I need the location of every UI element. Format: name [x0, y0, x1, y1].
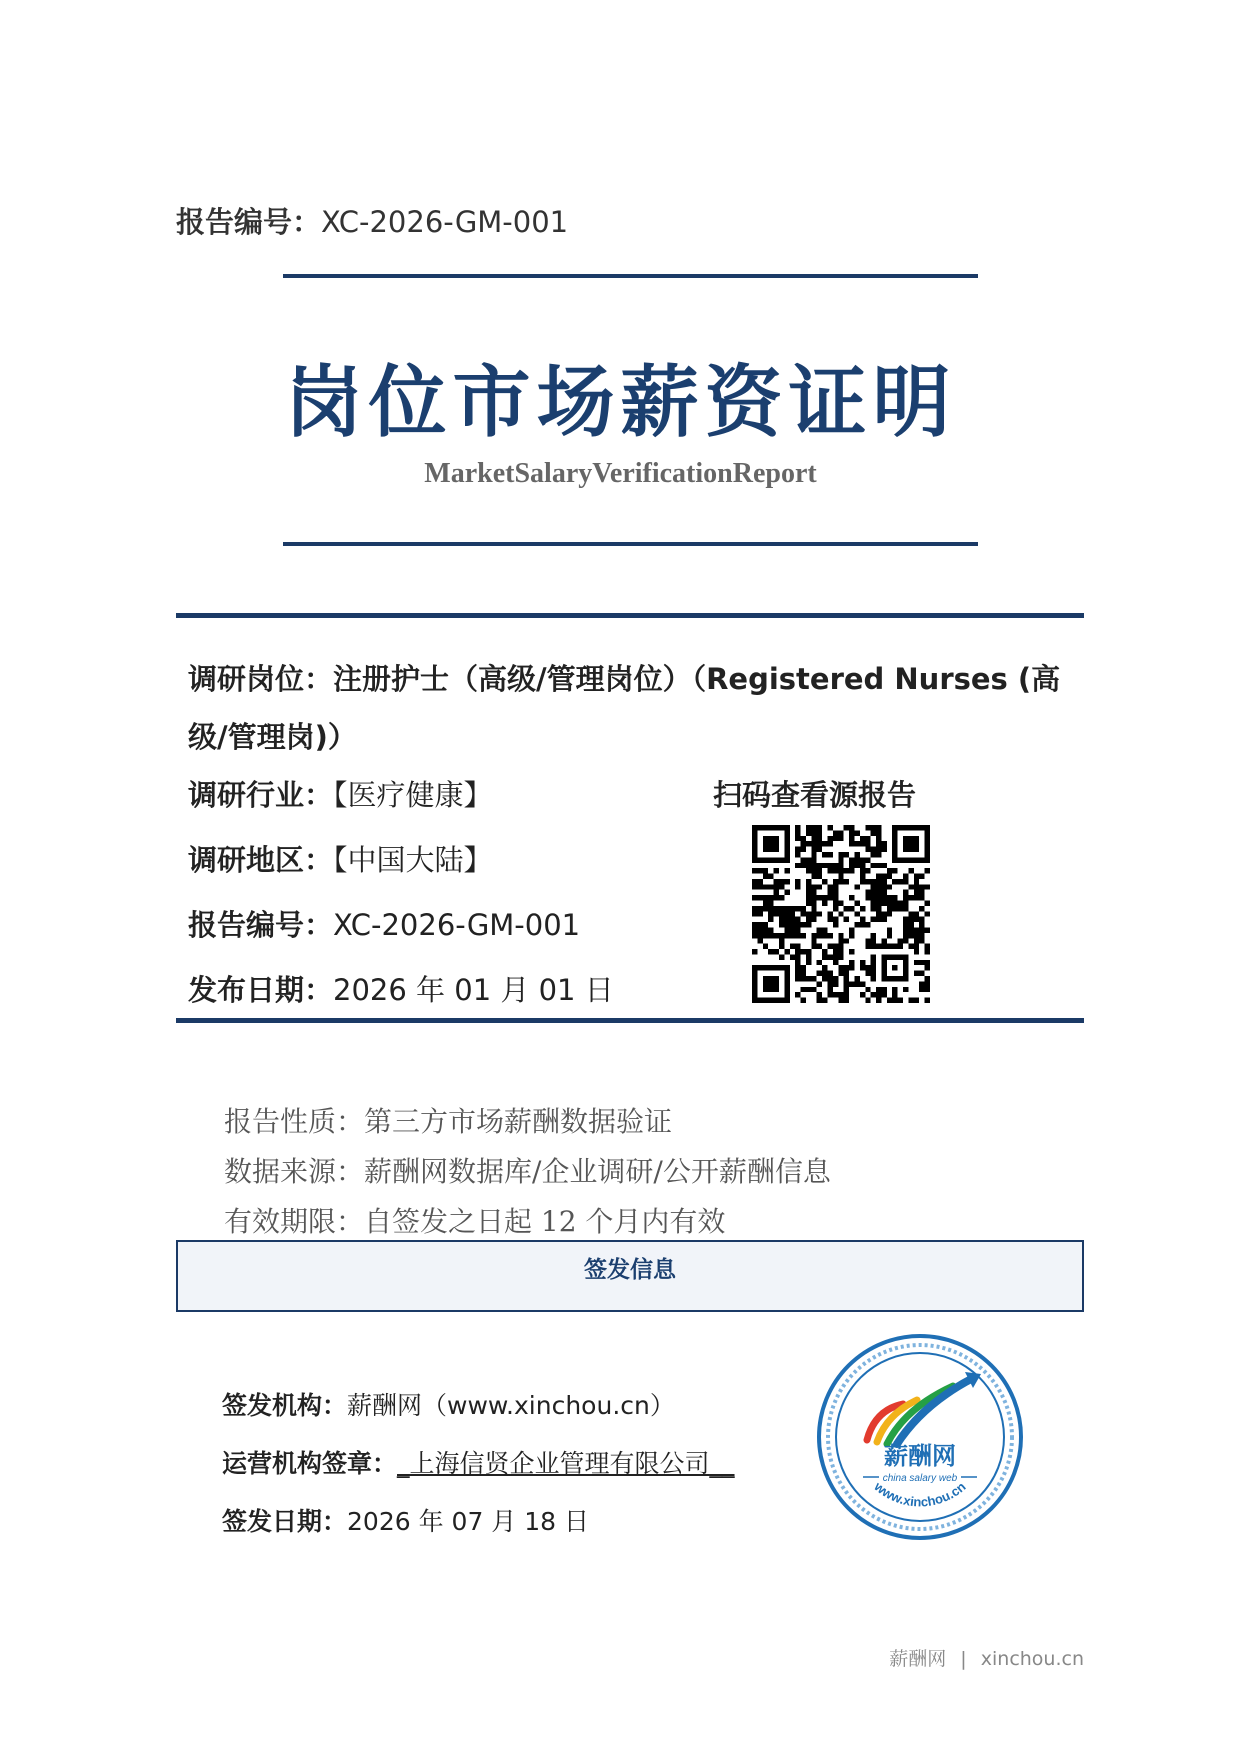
title-bottom-rule — [283, 542, 978, 546]
info-report-no-label: 报告编号： — [188, 908, 334, 942]
operator-prefix: _ — [397, 1449, 410, 1478]
company-seal — [815, 1332, 1025, 1542]
industry-value: 【医疗健康】 — [333, 778, 493, 812]
validity-period: 有效期限：自签发之日起 12 个月内有效 — [224, 1205, 726, 1238]
qr-label: 扫码查看源报告 — [713, 778, 917, 812]
issuer-label: 签发机构： — [222, 1391, 348, 1420]
sign-date — [222, 1502, 589, 1538]
info-report-no — [188, 903, 580, 944]
footer — [889, 1644, 1084, 1671]
operator-label: 运营机构签章： — [222, 1449, 398, 1478]
issuer — [222, 1386, 675, 1422]
publish-date-value: 2026 年 01 月 01 日 — [333, 973, 614, 1007]
issuer-value: 薪酬网（www.xinchou.cn） — [347, 1391, 675, 1420]
operator-suffix: __ — [709, 1449, 735, 1478]
region-label: 调研地区： — [188, 843, 334, 877]
research-region — [188, 838, 493, 879]
report-nature: 报告性质：第三方市场薪酬数据验证 — [224, 1105, 673, 1138]
seal-tagline: china salary web — [882, 1473, 958, 1484]
footer-brand: 薪酬网 — [889, 1648, 947, 1670]
operator — [222, 1444, 735, 1480]
page-subtitle: MarketSalaryVerificationReport — [424, 458, 817, 489]
research-industry — [188, 773, 493, 814]
footer-domain[interactable]: xinchou.cn — [980, 1648, 1084, 1670]
header-report-no-value: XC-2026-GM-001 — [321, 205, 569, 239]
sign-info-title: 签发信息 — [584, 1257, 676, 1283]
info-report-no-value: XC-2026-GM-001 — [333, 908, 581, 942]
page-title: 岗位市场薪资证明 — [284, 357, 957, 448]
header-report-no — [176, 200, 568, 241]
footer-separator: | — [960, 1648, 967, 1670]
info-bottom-rule — [176, 1018, 1084, 1023]
publish-date-label: 发布日期： — [188, 973, 334, 1007]
seal-url: www.xinchou.cn — [871, 1478, 969, 1510]
info-top-rule — [176, 613, 1084, 618]
operator-value: 上海信贤企业管理有限公司 — [409, 1449, 710, 1478]
seal-brand: 薪酬网 — [884, 1442, 956, 1470]
industry-label: 调研行业： — [188, 778, 334, 812]
data-source: 数据来源：薪酬网数据库/企业调研/公开薪酬信息 — [224, 1155, 831, 1188]
region-value: 【中国大陆】 — [333, 843, 493, 877]
publish-date — [188, 968, 614, 1009]
sign-date-label: 签发日期： — [222, 1507, 348, 1536]
research-position: 调研岗位：注册护士（高级/管理岗位）（Registered Nurses (高级/管理岗)） — [188, 662, 1061, 754]
header-report-no-label: 报告编号： — [176, 205, 322, 239]
qr-code[interactable] — [752, 825, 930, 1003]
sign-date-value: 2026 年 07 月 18 日 — [347, 1507, 589, 1536]
title-top-rule — [283, 274, 978, 278]
